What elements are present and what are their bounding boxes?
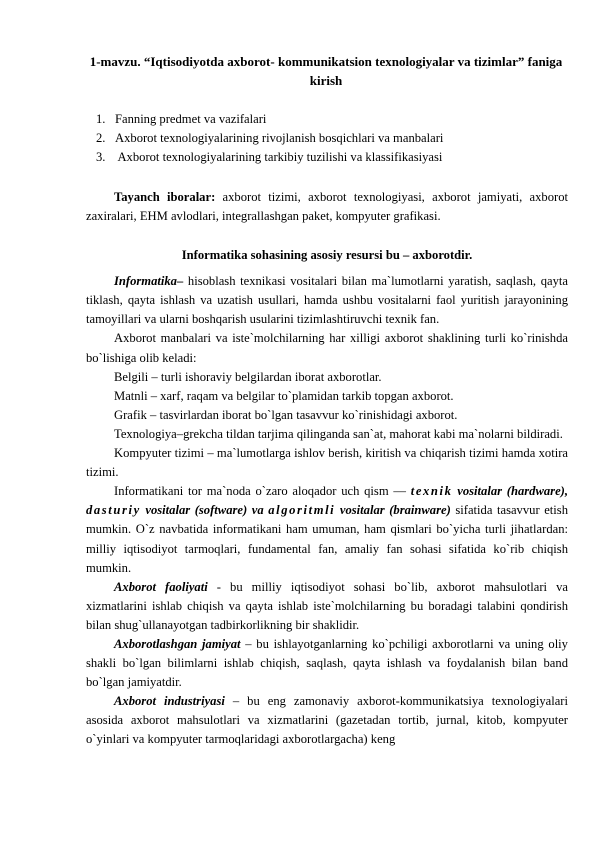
document-title: 1-mavzu. “Iqtisodiyotda axborot- kommunikatsion texnologiyalar va tizimlar” faniga kirish xyxy=(89,54,563,88)
parts-rest: sifatida tasavvur etish mumkin. O`z navbatida informatikani ham umuman, ham qismlari bo`yicha turli jihatlardan: milliy iqtisodiyot tarmoqlari, fundamental fan, amaliy fan sohasi sifatida ko`rib chiqish mumkin. xyxy=(86,503,568,575)
topic-outline xyxy=(96,110,443,167)
jamiyat-term: Axborotlashgan jamiyat xyxy=(114,636,241,651)
industriya-paragraph xyxy=(86,692,568,749)
keywords-label: Tayanch iboralar: xyxy=(114,190,216,204)
jamiyat-text: – bu ishlayotganlarning ko`pchiligi axborotlarni va uning oliy shakli bo`lgan bilimlarni ishlab chiqish, saqlash, qayta ishlash va foydalanish bilan band bo`lgan jamiyatdir. xyxy=(86,636,568,690)
industriya-term: Axborot industriyasi xyxy=(114,694,225,709)
faoliyat-text: - bu milliy iqtisodiyot sohasi bo`lib, axborot mahsulotlari va xizmatlarini ishlab chiqish va qayta ishlab iste`molchilarning bu boradagi talabini qondirish bilan shug`ullanayotgan tadbirkorlikning bir shaklidir. xyxy=(86,579,568,632)
section-heading: Informatika sohasining asosiy resursi bu – axborotdir. xyxy=(181,248,473,263)
informatika-term: Informatika– xyxy=(114,274,184,289)
industriya-text: – bu eng zamonaviy axborot-kommunikatsiya texnologiyalari asosida axborot mahsulotlari va xizmatlarini (gazetadan tortib, jurnal, kitob, kompyuter o`yinlari va kompyuter tarmoqlaridagi axborotlargacha) keng xyxy=(86,694,568,747)
faoliyat-term: Axborot faoliyati xyxy=(114,579,208,594)
grafik-line: Grafik – tasvirlardan iborat bo`lgan tasavvur ko`rinishidagi axborot. xyxy=(114,407,458,422)
outline-text: Axborot texnologiyalarining rivojlanish bosqichlari va manbalari xyxy=(115,131,444,145)
parts-brainware: vositalar (brainware) xyxy=(335,503,451,518)
parts-texnik: texnik xyxy=(410,484,453,499)
matnli-line: Matnli – xarf, raqam va belgilar to`plamidan tarkib topgan axborot. xyxy=(114,388,454,403)
texnologiya-paragraph: Texnologiya–grekcha tildan tarjima qilinganda san`at, mahorat kabi ma`nolarni bildiradi. xyxy=(114,426,563,441)
outline-number: 1. xyxy=(96,112,106,126)
parts-dasturiy: dasturiy xyxy=(86,503,141,518)
faoliyat-paragraph xyxy=(86,578,568,635)
document-body xyxy=(86,188,568,750)
keywords-paragraph xyxy=(86,188,568,226)
belgili-line: Belgili – turli ishoraviy belgilardan iborat axborotlar. xyxy=(114,369,382,384)
parts-algoritmli: algoritmli xyxy=(268,503,336,518)
informatika-definition xyxy=(86,272,568,329)
parts-software: vositalar (software) va xyxy=(140,503,269,518)
outline-item xyxy=(96,148,443,167)
outline-text: Fanning predmet va vazifalari xyxy=(115,112,267,126)
informatika-text: hisoblash texnikasi vositalari bilan ma`lumotlarni yaratish, saqlash, qayta tiklash, qayta ishlash va uzatish usullari, hamda ushbu vositalarni faol yuritish jarayonining tamoyillari va ularni boshqarish usularini tizimlashtiruvchi texnik fan. xyxy=(86,274,568,327)
jamiyat-paragraph xyxy=(86,635,568,692)
outline-number: 2. xyxy=(96,131,106,145)
outline-item xyxy=(96,110,443,129)
parts-intro: Informatikani tor ma`noda o`zaro aloqador uch qism — xyxy=(114,484,411,499)
parts-hardware: vositalar (hardware), xyxy=(452,484,568,499)
outline-item xyxy=(96,129,443,148)
kompyuter-paragraph: Kompyuter tizimi – ma`lumotlarga ishlov berish, kiritish va chiqarish tizimi hamda xotira tizimi. xyxy=(86,446,568,480)
outline-text: Axborot texnologiyalarining tarkibiy tuzilishi va klassifikasiyasi xyxy=(115,150,443,164)
outline-number: 3. xyxy=(96,150,106,164)
parts-paragraph xyxy=(86,482,568,577)
keywords-text: axborot tizimi, axborot texnologiyasi, axborot jamiyati, axborot zaxiralari, EHM avlodlari, integrallashgan paket, kompyuter grafikasi. xyxy=(86,190,568,224)
sources-paragraph: Axborot manbalari va iste`molchilarning har xilligi axborot shaklining turli ko`rinishda bo`lishiga olib keladi: xyxy=(86,331,568,365)
